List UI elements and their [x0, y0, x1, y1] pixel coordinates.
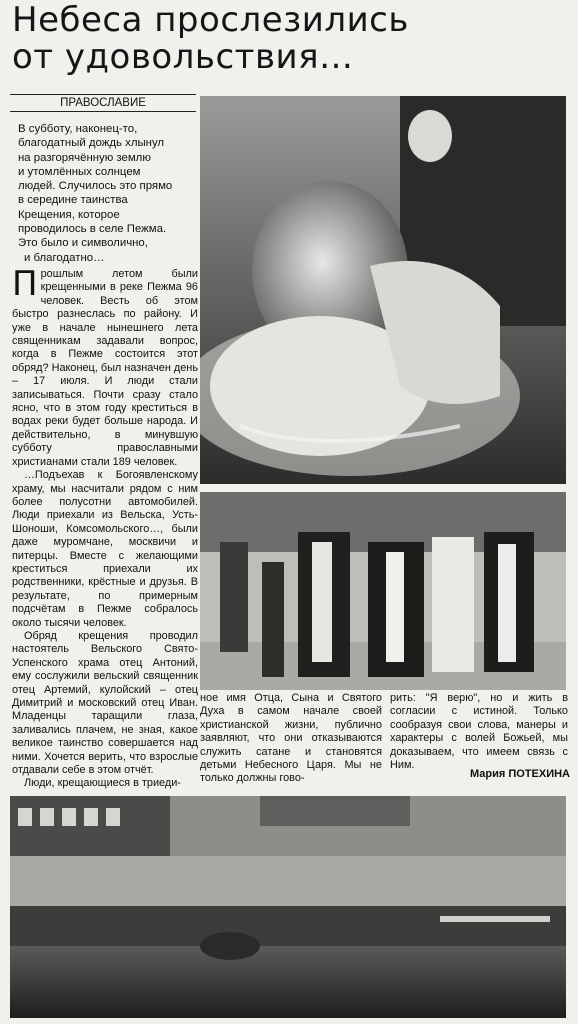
- lead-line: благодатный дождь хлынул: [18, 137, 165, 150]
- article-paragraph: Обряд крещения проводил настоятель Вельского Свято-Успенского храма отец Антоний, ему сослужили вельский священник отец Артемий, кулойский – отец Димитрий и московский отец Иван. Младенцы таращили глаза, заливались плачем, не зная, какое великое таинство совершается над ними. Хочется верить, что взрослые отдавали себе в этом отчёт.: [12, 629, 198, 777]
- photo-priests-procession-image: [200, 492, 566, 690]
- article-column-2: [200, 692, 382, 786]
- lead-line: проводилось в селе Пежма.: [18, 223, 167, 236]
- article-paragraph: [12, 264, 198, 469]
- article-paragraph: Люди, крещающиеся в триеди-: [24, 777, 181, 790]
- rubric-label: ПРАВОСЛАВИЕ: [10, 94, 196, 112]
- article-paragraph: …Подъехав к Богоявленскому храму, мы насчитали рядом с ним более полусотни автомобилей. Люди приехали из Вельска, Усть-Шоноши, Комсомольского…, были даже муромчане, москвичи и питерцы. Вместе с желающими креститься приехали их родственники, крёстные и друзья. В результате, по примерным подсчётам в Пежме собралось около тысячи человек.: [12, 469, 198, 629]
- lead-line: людей. Случилось это прямо: [18, 180, 173, 193]
- lead-line: Это было и символично,: [18, 237, 148, 250]
- lead-paragraph: [18, 122, 194, 265]
- headline-line-1: Небеса прослезились: [12, 0, 409, 40]
- photo-river-crowd: [10, 796, 566, 1018]
- article-column-3: [390, 692, 568, 772]
- author-byline: Мария ПОТЕХИНА: [469, 768, 570, 780]
- lead-line: Крещения, которое: [18, 208, 120, 221]
- lead-line: и благодатно…: [24, 251, 105, 264]
- lead-line: и утомлённых солнцем: [18, 165, 141, 178]
- drop-cap: П: [12, 264, 38, 304]
- article-column-1: [12, 264, 198, 790]
- lead-line: в середине таинства: [18, 194, 128, 207]
- article-paragraph: рить: "Я верю", но и жить в согласии с истиной. Только сообразуя свои слова, манеры и характеры с волей Божьей, мы доказываем, что имеем связь с Ним.: [390, 692, 568, 772]
- headline: [12, 2, 572, 76]
- paragraph-text: рошлым летом были крещенными в реке Пежма 96 человек. Весть об этом быстро разнеслась по району. И уже в начале нынешнего лета священникам задавали вопрос, когда в Пежме состоится этот обряд? Наконец, был назначен день – 17 июля. И люди стали записываться. Почти сразу стало ясно, что в этом году креститься в водах реки будет больше народа. И действительно, в минувшую субботу православными христианами стали 189 человек.: [12, 268, 198, 468]
- lead-line: В субботу, наконец-то,: [18, 123, 138, 135]
- photo-river-crowd-image: [10, 796, 566, 1018]
- photo-child-baptism: [200, 96, 566, 484]
- photo-priests-procession: [200, 492, 566, 690]
- photo-child-baptism-image: [200, 96, 566, 484]
- headline-line-2: от удовольствия…: [12, 37, 354, 77]
- lead-line: на разгорячённую землю: [18, 151, 151, 164]
- article-paragraph: ное имя Отца, Сына и Святого Духа в самом начале своей христианской жизни, публично заявляют, что они отказываются служить сатане и становятся детьми Небесного Царя. Мы не только должны гово-: [200, 692, 382, 785]
